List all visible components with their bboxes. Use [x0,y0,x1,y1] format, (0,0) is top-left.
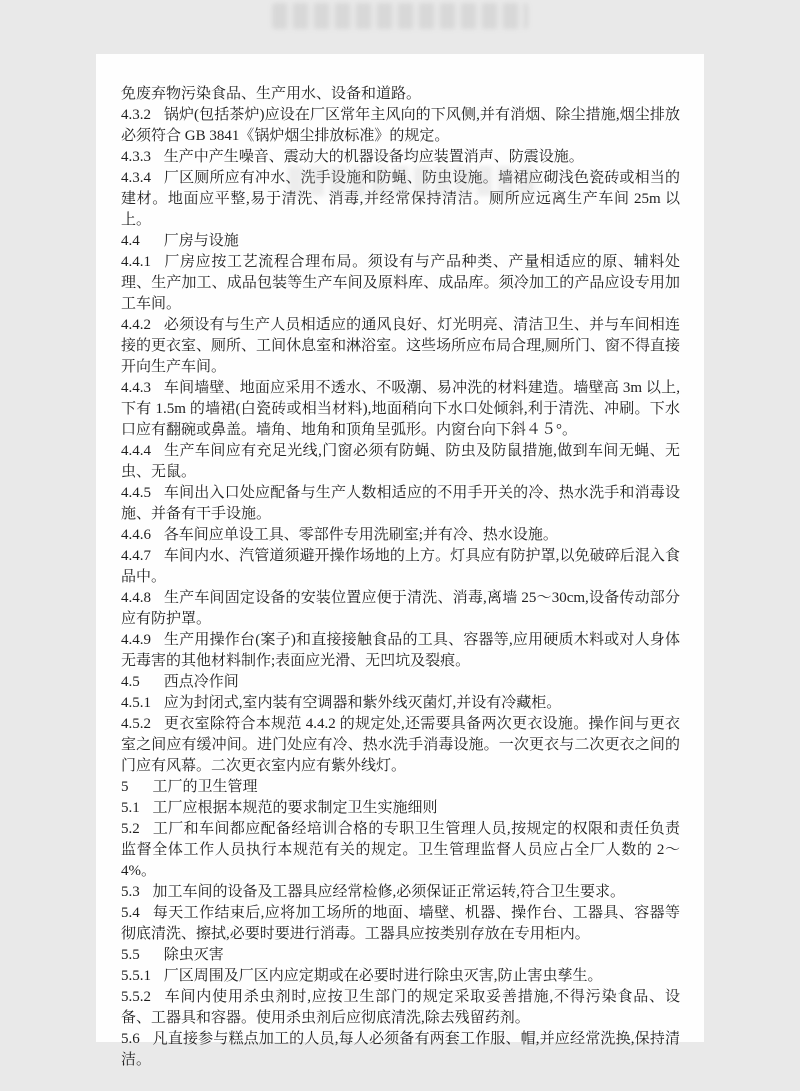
clause-paragraph [121,987,680,1029]
clause-paragraph [121,714,680,777]
clause-text: 厂房应按工艺流程合理布局。须设有与产品种类、产量相适应的原、辅料处理、生产加工、成品包装等生产车间及原料库、成品库。须冷加工的产品应设专用加工车间。 [121,254,680,312]
clause-paragraph [121,630,680,672]
clause-paragraph [121,84,680,105]
clause-number: 5 [121,779,129,795]
clause-text: 每天工作结束后,应将加工场所的地面、墙壁、机器、操作台、工器具、容器等彻底清洗、擦拭,必要时要进行消毒。工器具应按类别存放在专用柜内。 [121,905,680,942]
clause-paragraph [121,882,680,903]
clause-number: 4.4.6 [121,527,151,543]
clause-number: 4.3.4 [121,170,151,186]
clause-number: 5.4 [121,905,140,921]
clause-paragraph [121,546,680,588]
clause-text: 加工车间的设备及工器具应经常检修,必须保证正常运转,符合卫生要求。 [152,884,626,900]
clause-paragraph [121,441,680,483]
clause-text: 工厂的卫生管理 [152,779,258,795]
clause-paragraph [121,819,680,882]
clause-text: 生产车间固定设备的安装位置应便于清洗、消毒,离墙 25～30cm,设备传动部分应有防护罩。 [121,590,680,627]
clause-text: 生产用操作台(案子)和直接接触食品的工具、容器等,应用硬质木料或对人身体无毒害的其他材料制作;表面应光滑、无凹坑及裂痕。 [121,632,680,669]
clause-number: 4.4.2 [121,317,151,333]
clause-number: 4.5.2 [121,716,151,732]
clause-number: 5.5.1 [121,968,151,984]
clause-paragraph [121,525,680,546]
clause-text: 厂区厕所应有冲水、洗手设施和防蝇、防虫设施。墙裙应砌浅色瓷砖或相当的建材。地面应平整,易于清洗、消毒,并经常保持清洁。厕所应远离生产车间 25m 以上。 [121,170,680,228]
clause-paragraph [121,483,680,525]
clause-number: 4.5 [121,674,140,690]
clause-text: 工厂和车间都应配备经培训合格的专职卫生管理人员,按规定的权限和责任负责监督全体工作人员执行本规范有关的规定。卫生管理监督人员应占全厂人数的 2～4%。 [121,821,680,879]
clause-text: 生产车间应有充足光线,门窗必须有防蝇、防虫及防鼠措施,做到车间无蝇、无虫、无鼠。 [121,443,680,480]
clause-text: 免废弃物污染食品、生产用水、设备和道路。 [121,86,422,102]
clause-number: 5.5 [121,947,140,963]
clause-paragraph [121,672,680,693]
document-body [96,54,704,1071]
clause-text: 车间墙壁、地面应采用不透水、不吸潮、易冲洗的材料建造。墙壁高 3m 以上,下有 1.5m 的墙裙(白瓷砖或相当材料),地面稍向下水口处倾斜,利于清洗、冲刷。下水口应有翻碗或鼻盖。墙角、地角和顶角呈弧形。内窗台向下斜４５°。 [121,380,680,438]
clause-paragraph [121,945,680,966]
clause-text: 车间内使用杀虫剂时,应按卫生部门的规定采取妥善措施,不得污染食品、设备、工器具和容器。使用杀虫剂后应彻底清洗,除去残留药剂。 [121,989,680,1026]
clause-paragraph [121,252,680,315]
clause-text: 车间内水、汽管道须避开操作场地的上方。灯具应有防护罩,以免破碎后混入食品中。 [121,548,680,585]
clause-number: 5.6 [121,1031,140,1047]
clause-paragraph [121,693,680,714]
clause-number: 4.4.4 [121,443,151,459]
clause-paragraph [121,588,680,630]
clause-text: 生产中产生噪音、震动大的机器设备均应装置消声、防震设施。 [163,149,584,165]
clause-paragraph [121,147,680,168]
clause-paragraph [121,966,680,987]
clause-text: 锅炉(包括茶炉)应设在厂区常年主风向的下风侧,并有消烟、除尘措施,烟尘排放必须符合 GB 3841《锅炉烟尘排放标准》的规定。 [121,107,680,144]
clause-number: 5.5.2 [121,989,151,1005]
clause-text: 更衣室除符合本规范 4.4.2 的规定处,还需要具备两次更衣设施。操作间与更衣室之间应有缓冲间。进门处应有冷、热水洗手消毒设施。一次更衣与二次更衣之间的门应有风幕。二次更衣室内应有紫外线灯。 [121,716,680,774]
clause-number: 4.3.2 [121,107,151,123]
clause-number: 4.4 [121,233,140,249]
clause-paragraph [121,315,680,378]
clause-text: 应为封闭式,室内装有空调器和紫外线灭菌灯,并设有冷藏柜。 [163,695,562,711]
document-page [96,54,704,1068]
clause-number: 4.4.7 [121,548,151,564]
clause-paragraph [121,231,680,252]
clause-number: 4.4.1 [121,254,151,270]
clause-text: 车间出入口处应配备与生产人数相适应的不用手开关的冷、热水洗手和消毒设施、并备有干手设施。 [121,485,680,522]
clause-paragraph [121,798,680,819]
clause-number: 4.4.5 [121,485,151,501]
clause-text: 厂区周围及厂区内应定期或在必要时进行除虫灭害,防止害虫孳生。 [163,968,603,984]
clause-number: 5.2 [121,821,140,837]
clause-text: 工厂应根据本规范的要求制定卫生实施细则 [152,800,438,816]
clause-text: 除虫灭害 [163,947,224,963]
clause-number: 4.4.9 [121,632,151,648]
clause-paragraph [121,168,680,231]
watermark-smudge-top [272,3,528,29]
clause-number: 4.4.3 [121,380,151,396]
clause-number: 4.4.8 [121,590,151,606]
clause-text: 西点冷作间 [163,674,239,690]
clause-paragraph [121,1029,680,1071]
clause-paragraph [121,105,680,147]
clause-paragraph [121,903,680,945]
clause-paragraph [121,777,680,798]
clause-number: 5.3 [121,884,140,900]
clause-number: 4.3.3 [121,149,151,165]
clause-text: 各车间应单设工具、零部件专用洗刷室;并有冷、热水设施。 [163,527,558,543]
clause-paragraph [121,378,680,441]
clause-number: 5.1 [121,800,140,816]
clause-text: 必须设有与生产人员相适应的通风良好、灯光明亮、清洁卫生、并与车间相连接的更衣室、厕所、工间休息室和淋浴室。这些场所应布局合理,厕所门、窗不得直接开向生产车间。 [121,317,680,375]
clause-text: 凡直接参与糕点加工的人员,每人必须备有两套工作服、帽,并应经常洗换,保持清洁。 [121,1031,680,1068]
clause-text: 厂房与设施 [163,233,239,249]
clause-number: 4.5.1 [121,695,151,711]
